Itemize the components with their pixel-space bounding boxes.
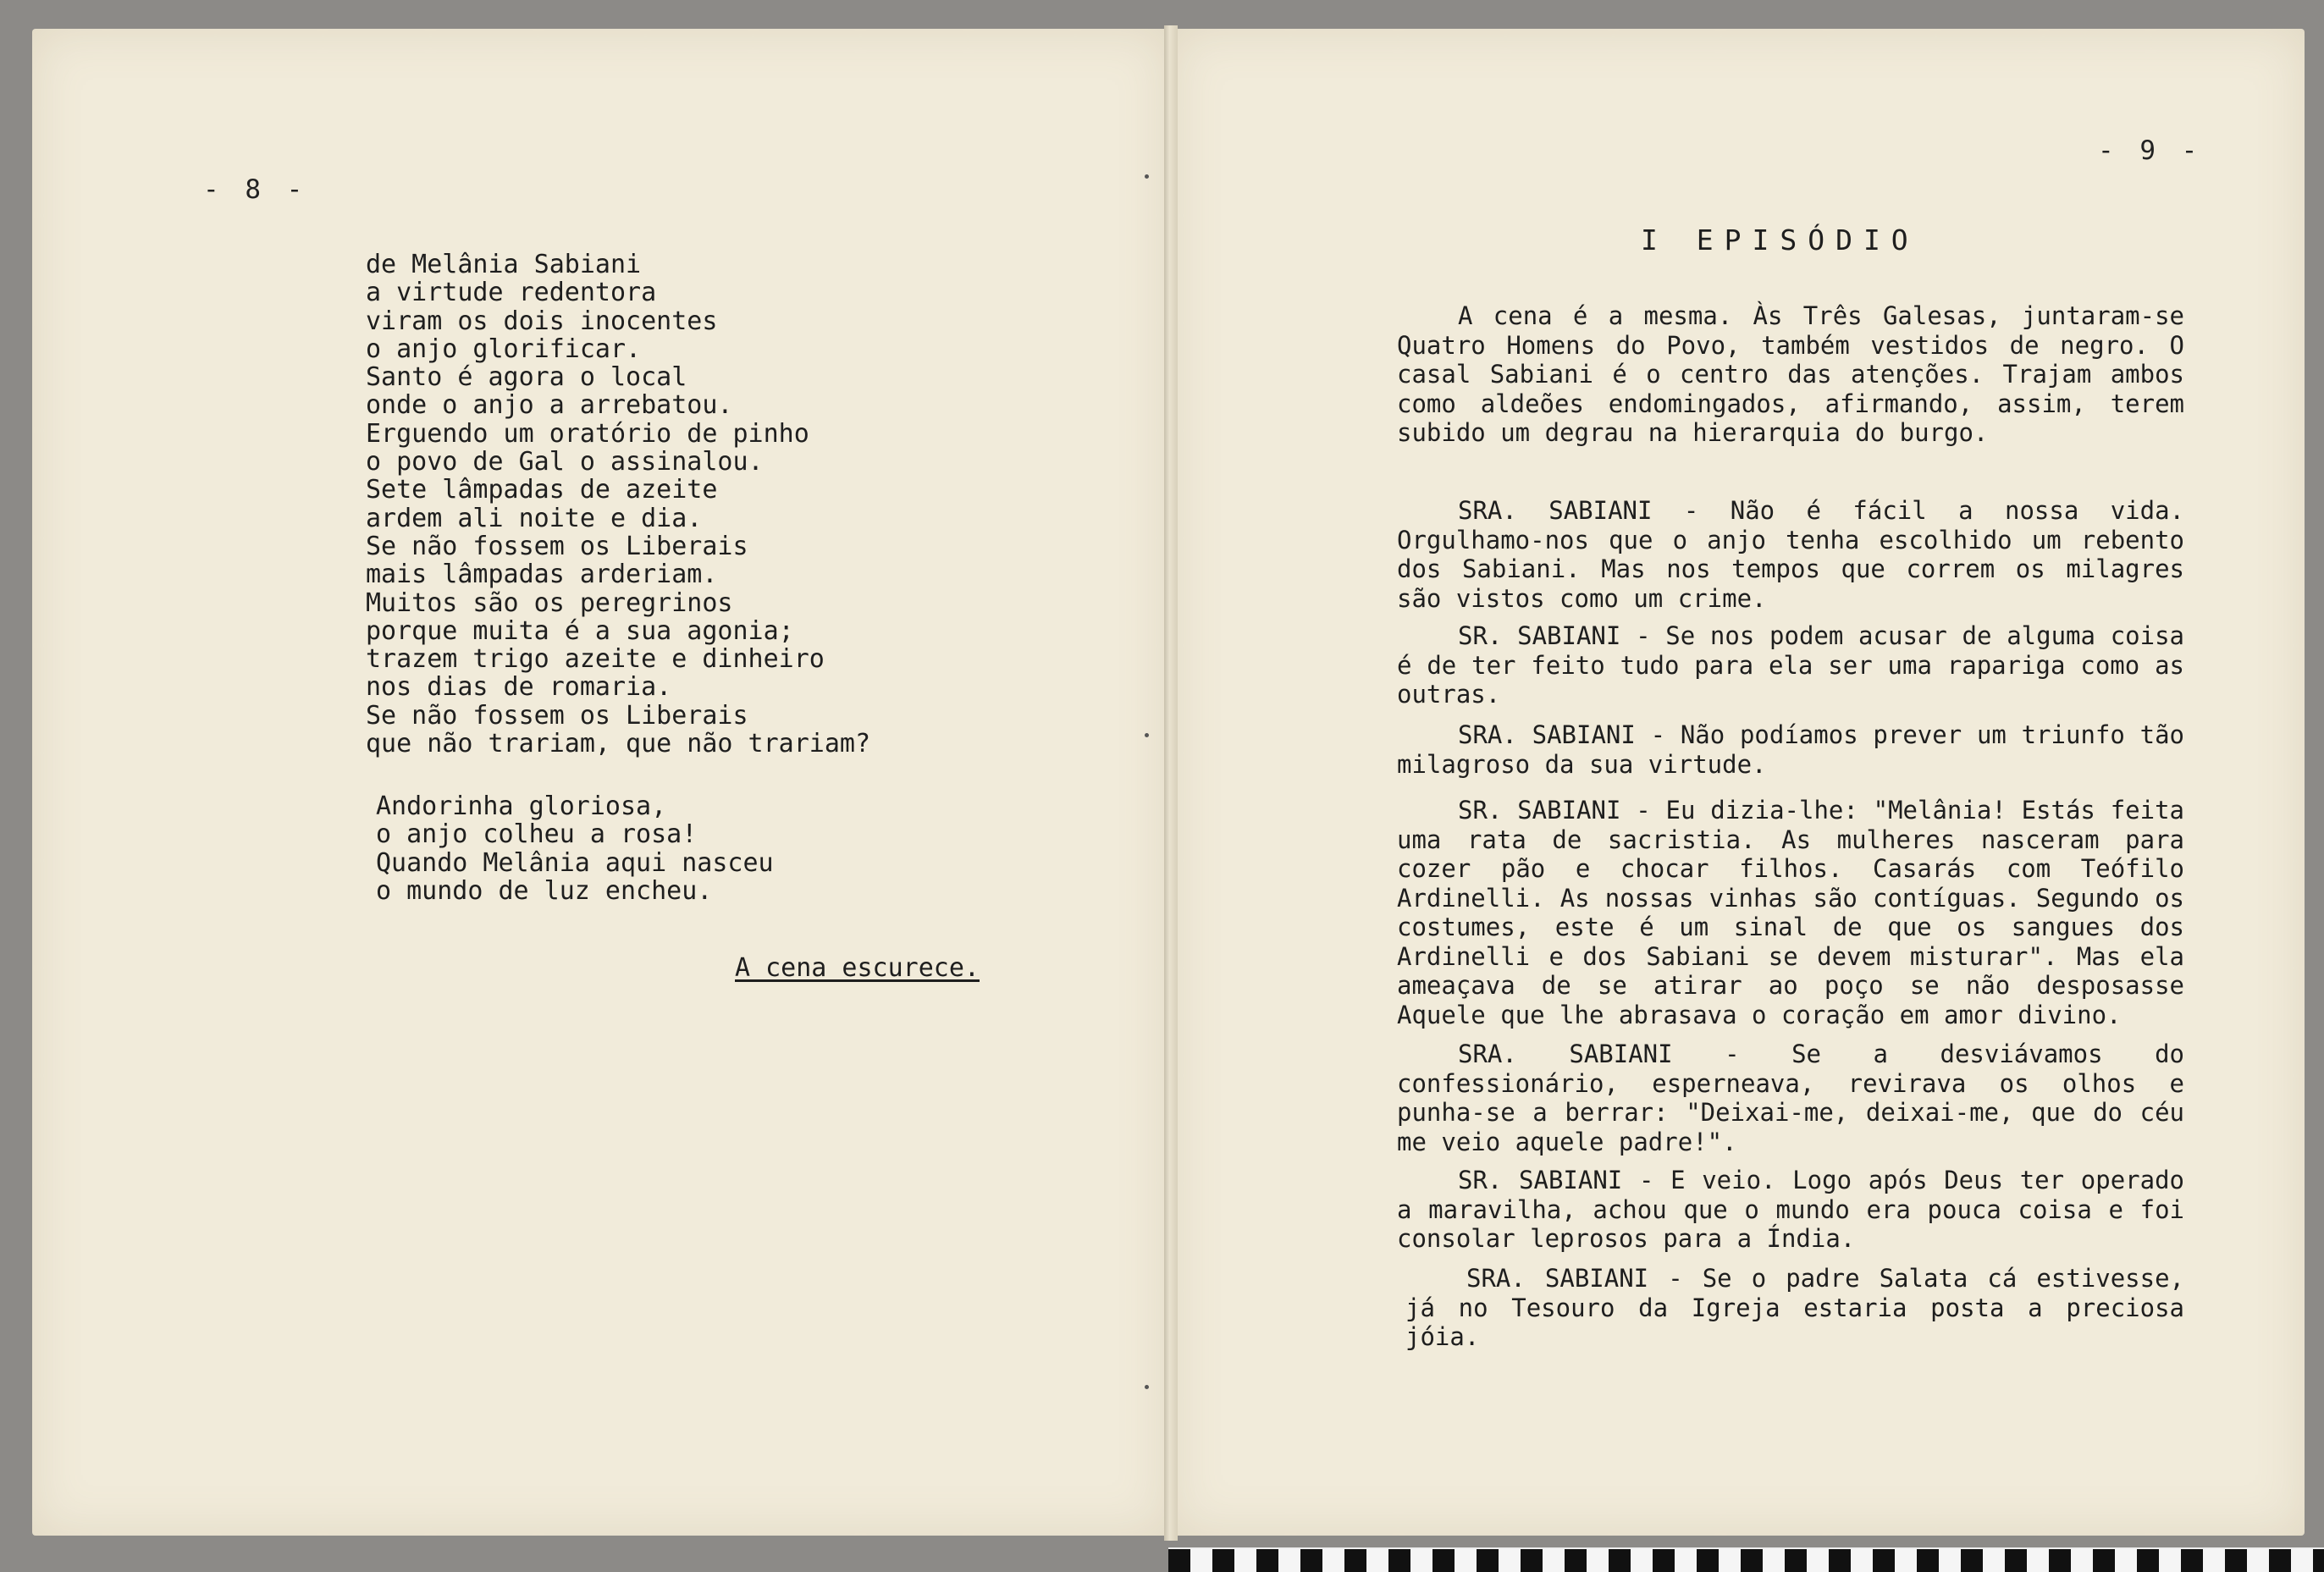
verse-line: Se não fossem os Liberais xyxy=(366,700,748,731)
verse-line: trazem trigo azeite e dinheiro xyxy=(366,644,825,675)
verse-line: mais lâmpadas arderiam. xyxy=(366,560,718,590)
verse-line: ardem ali noite e dia. xyxy=(366,503,703,533)
dialogue-paragraph xyxy=(1397,301,2184,448)
binding-mark xyxy=(1145,174,1149,179)
dialogue-paragraph xyxy=(1397,496,2184,613)
verse-line: que não trariam, que não trariam? xyxy=(366,729,871,759)
verse-line: porque muita é a sua agonia; xyxy=(366,615,794,646)
verse-line: a virtude redentora xyxy=(366,278,657,308)
paragraph-text: SRA. SABIANI - Não podíamos prever um triunfo tão milagroso da sua virtude. xyxy=(1397,720,2184,779)
binding-mark xyxy=(1145,1385,1149,1389)
dialogue-paragraph xyxy=(1397,720,2184,779)
verse-line: o povo de Gal o assinalou. xyxy=(366,447,764,477)
dialogue-paragraph xyxy=(1397,621,2184,709)
dialogue-paragraph xyxy=(1397,1166,2184,1254)
verse-line: de Melânia Sabiani xyxy=(366,250,642,279)
paragraph-text: SRA. SABIANI - Se a desviávamos do confessionário, esperneava, revirava os olhos e punha-se a berrar: "Deixai-me, deixai-me, que do céu me veio aquele padre!". xyxy=(1397,1040,2184,1156)
verse-line: Sete lâmpadas de azeite xyxy=(366,475,718,505)
paragraph-text: SR. SABIANI - E veio. Logo após Deus ter operado a maravilha, achou que o mundo era pouca coisa e foi consolar leprosos para a Índia. xyxy=(1397,1166,2184,1253)
verse-line: nos dias de romaria. xyxy=(366,672,672,703)
verse-line: o anjo glorificar. xyxy=(366,334,642,364)
paragraph-text: SR. SABIANI - Se nos podem acusar de alguma coisa é de ter feito tudo para ela ser uma rapariga como as outras. xyxy=(1397,621,2184,709)
book-gutter xyxy=(1164,25,1178,1541)
page-number-left: - 8 - xyxy=(203,174,308,205)
verse-line: viram os dois inocentes xyxy=(366,306,718,336)
paragraph-text: SRA. SABIANI - Se o padre Salata cá estivesse, já no Tesouro da Igreja estaria posta a preciosa jóia. xyxy=(1405,1264,2184,1351)
episode-title: I EPISÓDIO xyxy=(1641,223,1919,256)
paragraph-text: A cena é a mesma. Às Três Galesas, juntaram-se Quatro Homens do Povo, também vestidos de negro. O casal Sabiani é o centro das atenções. Trajam ambos como aldeões endomingados, afirmando, assim, terem subido um degrau na hierarquia do burgo. xyxy=(1397,301,2184,447)
verse-line: Muitos são os peregrinos xyxy=(366,587,733,618)
paragraph-text: SR. SABIANI - Eu dizia-lhe: "Melânia! Estás feita uma rata de sacristia. As mulheres nasceram para cozer pão e chocar filhos. Casarás com Teófilo Ardinelli. As nossas vinhas são contíguas. Segundo os costumes, este é um sinal de que os sangues dos Ardinelli e dos Sabiani se devem misturar". Mas ela ameaçava de se atirar ao poço se não desposasse Aquele que lhe abrasava o coração em amor divino. xyxy=(1397,796,2184,1029)
verse-line: o mundo de luz encheu. xyxy=(376,875,713,906)
verse-line: Erguendo um oratório de pinho xyxy=(366,418,809,449)
binding-mark xyxy=(1145,733,1149,737)
stage-direction: A cena escurece. xyxy=(735,953,980,983)
verse-line: onde o anjo a arrebatou. xyxy=(366,390,733,421)
dialogue-paragraph xyxy=(1397,796,2184,1029)
verse-stanza-1 xyxy=(366,251,870,758)
paragraph-text: SRA. SABIANI - Não é fácil a nossa vida. Orgulhamo-nos que o anjo tenha escolhido um rebento dos Sabiani. Mas nos tempos que correm os milagres são vistos como um crime. xyxy=(1397,496,2184,613)
verse-line: Santo é agora o local xyxy=(366,362,687,393)
page-number-right: - 9 - xyxy=(2098,135,2203,166)
verse-line: Se não fossem os Liberais xyxy=(366,531,748,561)
verse-line: Andorinha gloriosa, xyxy=(376,792,667,821)
verse-line: Quando Melânia aqui nasceu xyxy=(376,847,774,878)
scale-ruler xyxy=(1168,1547,2324,1572)
dialogue-paragraph xyxy=(1405,1264,2184,1352)
verse-line: o anjo colheu a rosa! xyxy=(376,819,698,850)
verse-stanza-2 xyxy=(376,792,774,905)
dialogue-paragraph xyxy=(1397,1040,2184,1156)
